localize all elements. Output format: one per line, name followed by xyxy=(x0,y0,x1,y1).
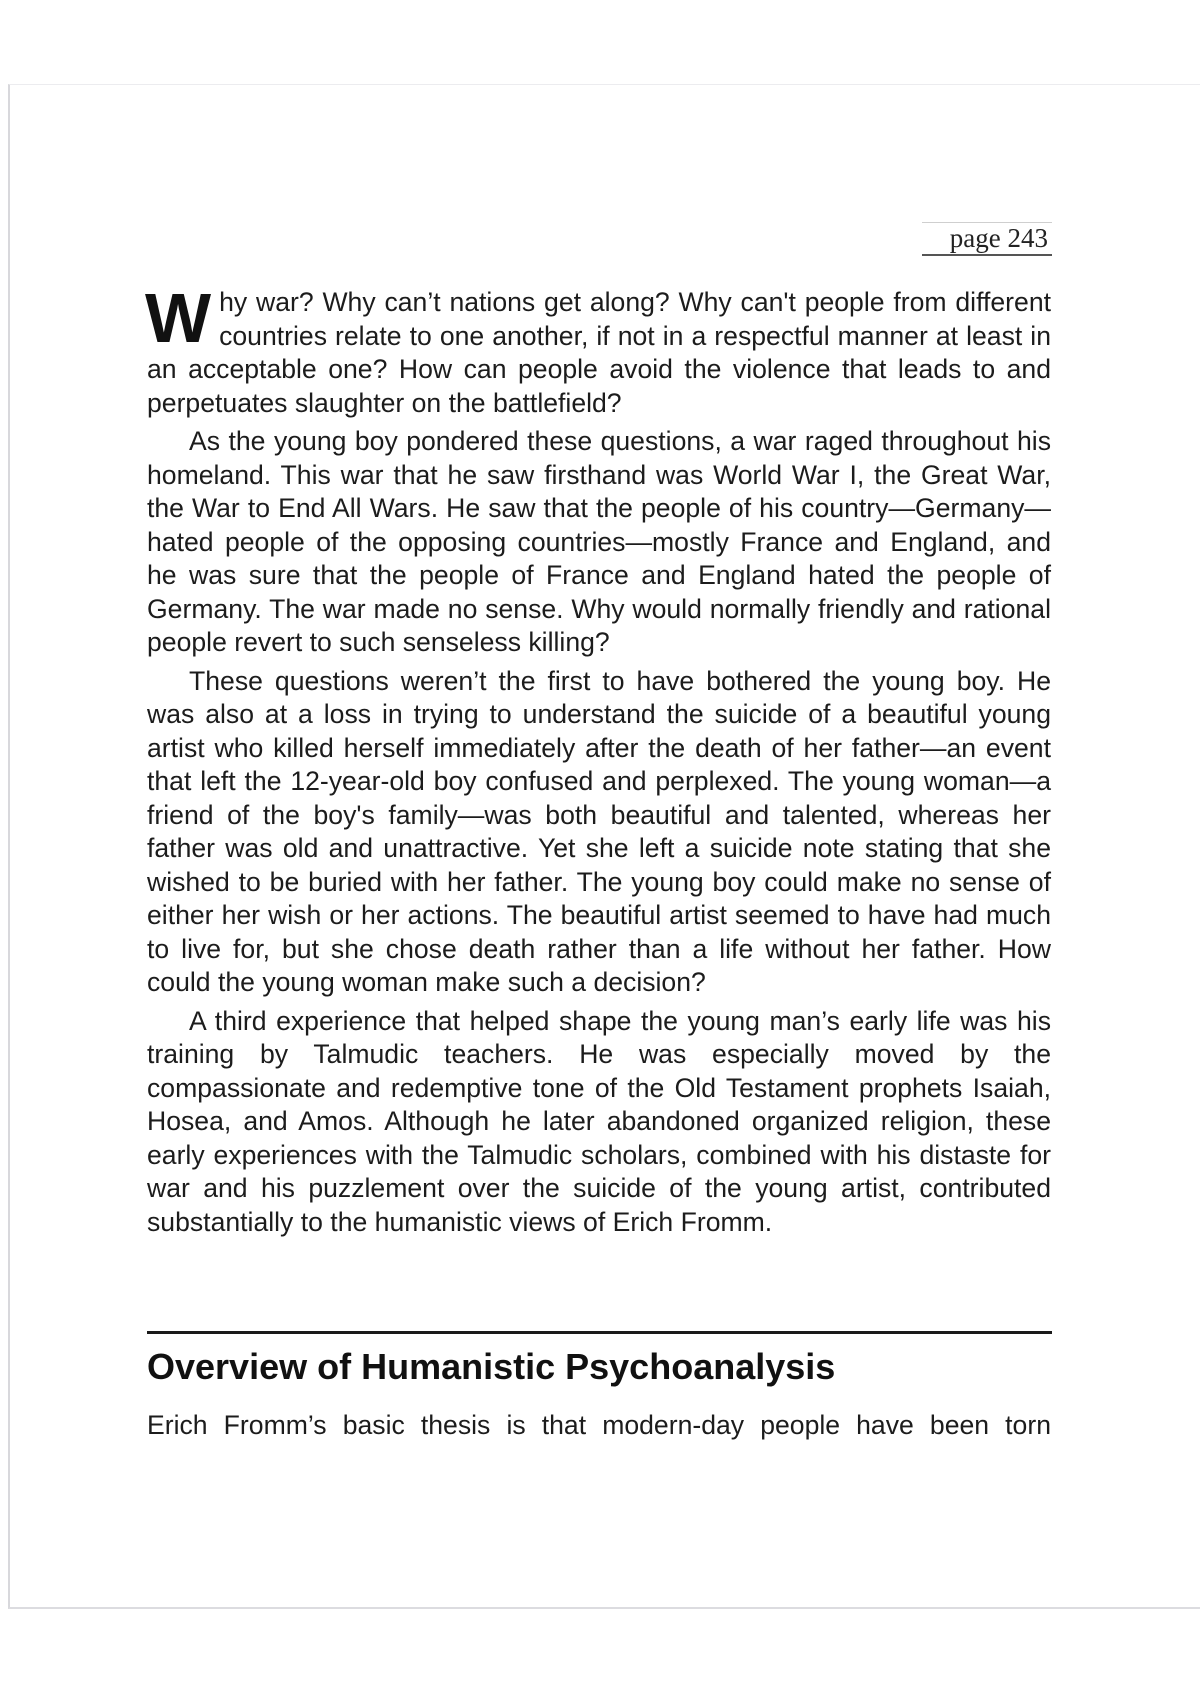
chapter-opening-text xyxy=(145,279,1051,1244)
page-number-box xyxy=(922,222,1052,256)
paragraph-1-text: hy war? Why can’t nations get along? Why can't people from different countries relate to one another, if not in a respectful manner at least in an acceptable one? How can people avoid the violence that leads to and perpetuates slaughter on the battlefield? xyxy=(147,287,1051,418)
paragraph-4: A third experience that helped shape the young man’s early life was his training by Talmudic teachers. He was especially moved by the compassionate and redemptive tone of the Old Testament prophets Isaiah, Hosea, and Amos. Although he later abandoned organized religion, these early experiences with the Talmudic scholars, combined with his distaste for war and his puzzlement over the suicide of the young artist, contributed substantially to the humanistic views of Erich Fromm. xyxy=(147,1005,1051,1237)
section-divider xyxy=(147,1331,1052,1334)
section-heading: Overview of Humanistic Psychoanalysis xyxy=(147,1346,836,1387)
page-number: page 243 xyxy=(949,223,1048,253)
section-first-line: Erich Fromm’s basic thesis is that modern-day people have been torn xyxy=(147,1410,1051,1440)
paragraph-1 xyxy=(145,279,1051,420)
paragraph-3: These questions weren’t the first to have bothered the young boy. He was also at a loss in trying to understand the suicide of a beautiful young artist who killed herself immediately after the death of her father—an event that left the 12-year-old boy confused and perplexed. The young woman—a friend of the boy's family—was both beautiful and talented, whereas her father was old and unattractive. Yet she left a suicide note stating that she wished to be buried with her father. The young boy could make no sense of either her wish or her actions. The beautiful artist seemed to have had much to live for, but she chose death rather than a life without her father. How could the young woman make such a decision? xyxy=(147,665,1051,997)
paragraph-2: As the young boy pondered these questions, a war raged throughout his homeland. This war that he saw firsthand was World War I, the Great War, the War to End All Wars. He saw that the people of his country—Germany—hated people of the opposing countries—mostly France and England, and he was sure that the people of France and England hated the people of Germany. The war made no sense. Why would normally friendly and rational people revert to such senseless killing? xyxy=(147,426,1051,657)
drop-cap: W xyxy=(145,279,212,357)
